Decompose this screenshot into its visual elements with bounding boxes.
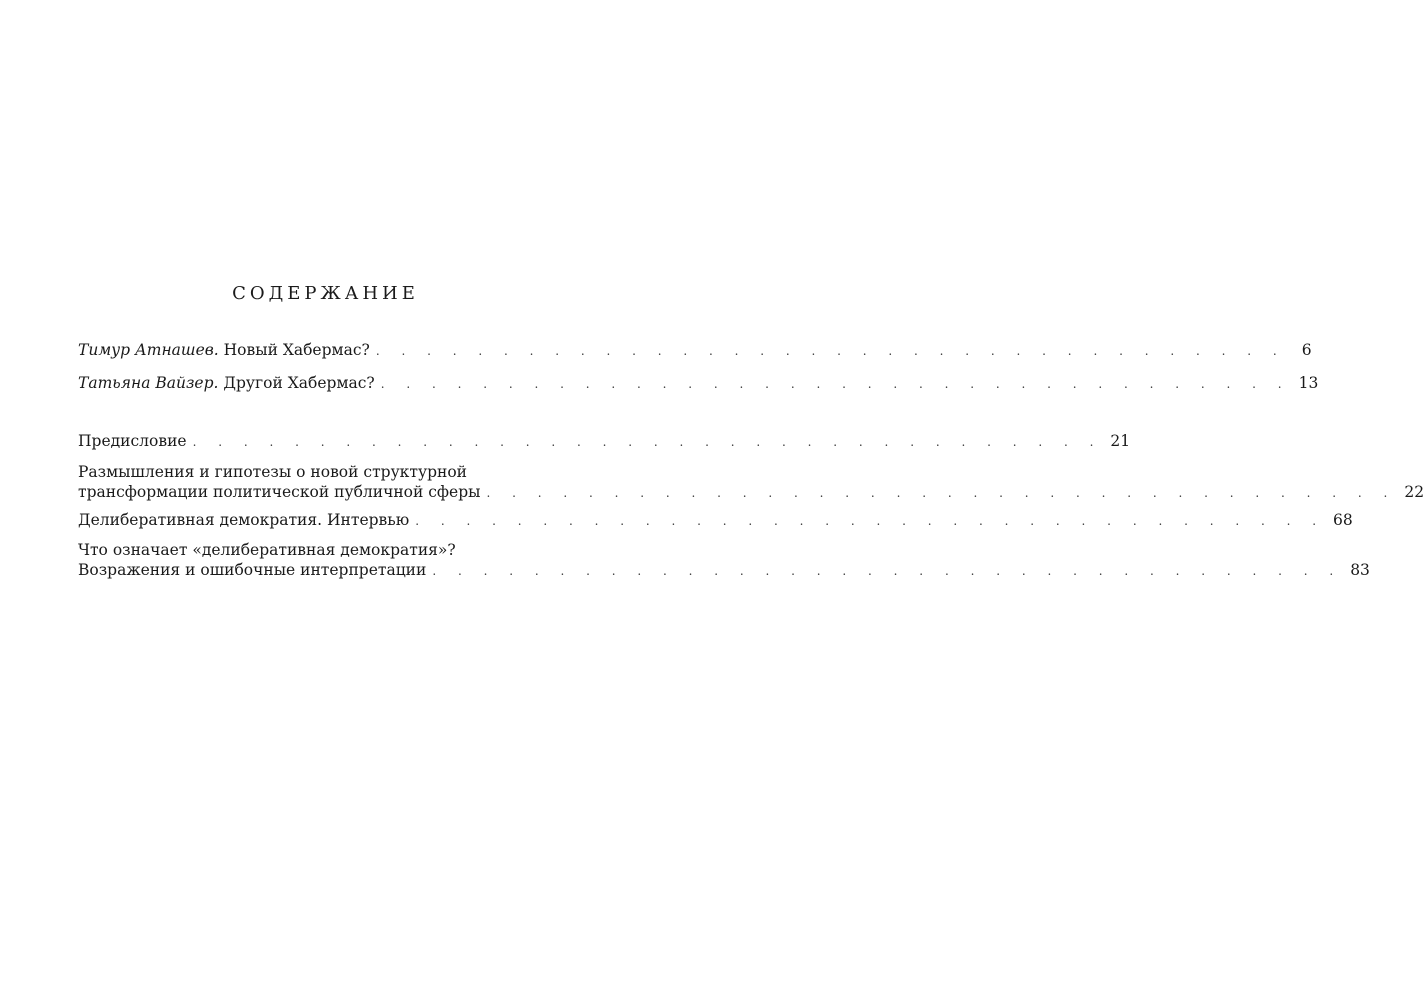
entry-title: Другой Хабермас? [223, 374, 375, 392]
entry-title: Предисловие [78, 432, 187, 450]
entry-title-line: трансформации политической публичной сферы [78, 483, 481, 501]
toc-entry[interactable] [78, 373, 1319, 394]
entry-page-number: 13 [1298, 374, 1319, 392]
dot-leader: . . . . . . . . . . . . . . . . . . . . . . . . . . . . . . . . . . . . [415, 514, 1326, 528]
entry-author: Татьяна Вайзер. [78, 374, 219, 392]
entry-page-number: 21 [1110, 432, 1131, 450]
entry-page-number: 68 [1333, 511, 1353, 529]
entry-page-number: 6 [1301, 341, 1312, 359]
toc-entry[interactable] [78, 431, 1131, 452]
entry-title-line: Возражения и ошибочные интерпретации [78, 561, 427, 579]
dot-leader: . . . . . . . . . . . . . . . . . . . . . . . . . . . . . . . . . . . . [380, 377, 1291, 391]
entry-title-line: Размышления и гипотезы о новой структурной [78, 463, 467, 481]
entry-title: Делиберативная демократия. Интервью [78, 511, 410, 529]
toc-entry[interactable] [78, 510, 1353, 531]
entry-title-line: Что означает «делиберативная демократия»? [78, 541, 456, 559]
dot-leader: . . . . . . . . . . . . . . . . . . . . . . . . . . . . . . . . . . . . [486, 486, 1397, 500]
entry-page-number: 83 [1350, 561, 1370, 579]
toc-entry[interactable] [78, 340, 1312, 361]
dot-leader: . . . . . . . . . . . . . . . . . . . . . . . . . . . . . . . . . . . . [375, 344, 1286, 358]
contents-heading: СОДЕРЖАНИЕ [232, 283, 419, 304]
dot-leader: . . . . . . . . . . . . . . . . . . . . . . . . . . . . . . . . . . . . [432, 564, 1343, 578]
toc-entry[interactable] [78, 540, 1370, 581]
entry-author: Тимур Атнашев. [78, 341, 219, 359]
entry-page-number: 22 [1404, 483, 1424, 501]
toc-entry[interactable] [78, 462, 1424, 503]
dot-leader: . . . . . . . . . . . . . . . . . . . . . . . . . . . . . . . . . . . . [192, 435, 1103, 449]
entry-title: Новый Хабермас? [223, 341, 370, 359]
